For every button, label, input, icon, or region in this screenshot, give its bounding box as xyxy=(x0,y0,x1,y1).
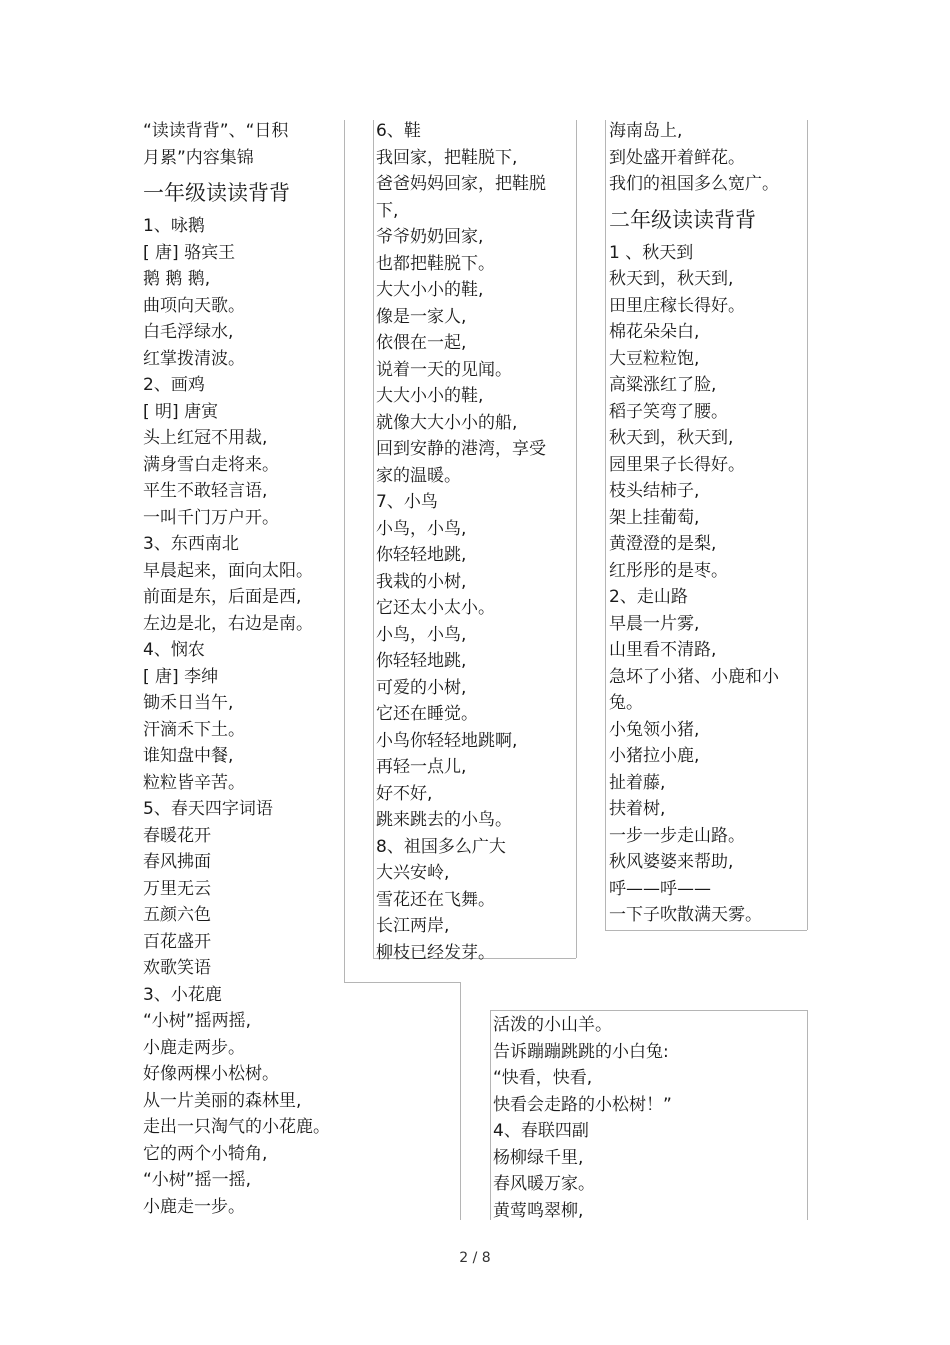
text-line: 早晨一片雾, xyxy=(609,613,700,634)
text-line: 小鹿走两步。 xyxy=(143,1037,245,1058)
text-column-3 xyxy=(609,118,805,929)
divider-col2-left xyxy=(373,120,374,958)
text-line: “小树”摇一摇, xyxy=(143,1170,252,1190)
text-line: 我们的祖国多么宽广。 xyxy=(609,174,779,194)
divider-col1-col2 xyxy=(344,120,345,982)
text-line: 山里看不清路, xyxy=(609,640,717,660)
text-line: 小兔领小猪, xyxy=(609,719,700,740)
text-line: 5、春天四字词语 xyxy=(143,799,273,819)
text-line: 园里果子长得好。 xyxy=(609,454,745,475)
text-line: 你轻轻地跳, xyxy=(376,651,467,671)
text-line: 白毛浮绿水, xyxy=(143,322,234,342)
text-line: 锄禾日当午, xyxy=(143,693,234,713)
text-line: [ 唐] 骆宾王 xyxy=(143,242,236,263)
text-line: 扯着藤, xyxy=(609,772,666,793)
text-line: 百花盛开 xyxy=(143,931,211,952)
text-line: 春暖花开 xyxy=(143,825,211,846)
divider-col2-right xyxy=(576,120,577,958)
text-line: 五颜六色 xyxy=(143,905,211,925)
text-line: 依偎在一起, xyxy=(376,333,467,353)
text-line: 早晨起来，面向太阳。 xyxy=(143,560,313,581)
text-line: 秋天到，秋天到, xyxy=(609,269,734,289)
text-line: 秋风婆婆来帮助, xyxy=(609,852,734,872)
text-line: 好像两棵小松树。 xyxy=(143,1064,279,1084)
text-line: 枝头结柿子, xyxy=(609,481,700,501)
text-line: 大豆粒粒饱, xyxy=(609,348,700,369)
text-line: 下, xyxy=(376,200,399,221)
text-line: 说着一天的见闻。 xyxy=(376,359,512,380)
text-line: 海南岛上, xyxy=(609,121,683,141)
text-line: 1 、秋天到 xyxy=(609,242,694,263)
divider-col4-right xyxy=(807,1010,808,1220)
text-line: 小猪拉小鹿, xyxy=(609,746,700,766)
text-line: 3、小花鹿 xyxy=(143,984,222,1005)
divider-col3-left xyxy=(605,120,606,930)
text-line: 爷爷奶奶回家, xyxy=(376,227,484,247)
text-line: 兔。 xyxy=(609,693,643,713)
divider-col1-col4 xyxy=(460,982,461,1220)
divider-col4-top xyxy=(490,1010,807,1011)
text-line: [ 唐] 李绅 xyxy=(143,666,219,687)
text-line: 也都把鞋脱下。 xyxy=(376,253,495,274)
text-line: “读读背背”、“日积 xyxy=(143,121,289,141)
text-line: 回到安静的港湾，享受 xyxy=(376,439,546,459)
text-line: 汗滴禾下土。 xyxy=(143,719,245,740)
text-line: 小鸟，小鸟, xyxy=(376,624,467,645)
text-line: 2、走山路 xyxy=(609,587,688,607)
text-line: 黄莺鸣翠柳, xyxy=(493,1200,584,1221)
text-line: 它还太小太小。 xyxy=(376,598,495,618)
text-line: 可爱的小树, xyxy=(376,677,467,698)
text-line: 8、祖国多么广大 xyxy=(376,836,506,857)
text-line: 我栽的小树, xyxy=(376,571,467,592)
text-line: 到处盛开着鲜花。 xyxy=(609,147,745,168)
text-line: 6、鞋 xyxy=(376,121,421,141)
text-line: 春风拂面 xyxy=(143,852,211,872)
text-line: 田里庄稼长得好。 xyxy=(609,295,745,316)
text-line: [ 明] 唐寅 xyxy=(143,401,219,422)
divider-col2-bottom xyxy=(344,982,460,983)
text-line: 7、小鸟 xyxy=(376,492,438,512)
text-line: 告诉蹦蹦跳跳的小白兔: xyxy=(493,1041,669,1062)
text-line: 家的温暖。 xyxy=(376,465,461,486)
text-column-2 xyxy=(376,118,574,966)
text-line: 它还在睡觉。 xyxy=(376,704,478,724)
text-line: “小树”摇两摇, xyxy=(143,1011,252,1031)
divider-col3-right xyxy=(807,120,808,930)
text-line: 谁知盘中餐, xyxy=(143,746,234,766)
text-line: 走出一只淘气的小花鹿。 xyxy=(143,1117,330,1137)
text-line: 好不好, xyxy=(376,783,433,804)
text-line: 左边是北，右边是南。 xyxy=(143,613,313,634)
text-line: “快看，快看, xyxy=(493,1068,593,1088)
text-line: 就像大大小小的船, xyxy=(376,412,518,433)
text-line: 黄澄澄的是梨, xyxy=(609,534,717,554)
text-line: 再轻一点儿, xyxy=(376,757,467,777)
page-number: 2 / 8 xyxy=(459,1250,491,1266)
text-line: 一叫千门万户开。 xyxy=(143,507,279,528)
text-line: 红彤彤的是枣。 xyxy=(609,560,728,581)
text-line: 大大小小的鞋, xyxy=(376,386,484,406)
text-line: 我回家，把鞋脱下, xyxy=(376,147,518,168)
text-line: 你轻轻地跳, xyxy=(376,545,467,565)
section-heading: 一年级读读背背 xyxy=(143,181,290,205)
text-line: 扶着树, xyxy=(609,799,666,819)
text-line: 急坏了小猪、小鹿和小 xyxy=(609,666,779,687)
text-line: 满身雪白走将来。 xyxy=(143,454,279,475)
text-line: 架上挂葡萄, xyxy=(609,507,700,528)
text-line: 大兴安岭, xyxy=(376,863,450,883)
divider-col4-left xyxy=(490,1010,491,1220)
text-line: 欢歌笑语 xyxy=(143,958,211,978)
text-line: 小鹿走一步。 xyxy=(143,1196,245,1217)
text-line: 爸爸妈妈回家，把鞋脱 xyxy=(376,174,546,194)
text-line: 一下子吹散满天雾。 xyxy=(609,905,762,925)
text-line: 一步一步走山路。 xyxy=(609,825,745,846)
text-line: 呼——呼—— xyxy=(609,878,711,899)
section-heading: 二年级读读背背 xyxy=(609,207,756,232)
text-line: 小鸟，小鸟, xyxy=(376,518,467,539)
text-line: 曲项向天歌。 xyxy=(143,295,245,316)
text-line: 柳枝已经发芽。 xyxy=(376,942,495,963)
text-line: 它的两个小犄角, xyxy=(143,1143,268,1164)
text-line: 春风暖万家。 xyxy=(493,1174,595,1194)
text-column-4 xyxy=(493,1012,805,1224)
divider-col3-end xyxy=(605,930,807,931)
text-line: 雪花还在飞舞。 xyxy=(376,889,495,910)
text-line: 像是一家人, xyxy=(376,306,467,327)
text-line: 高粱涨红了脸, xyxy=(609,375,717,395)
text-line: 活泼的小山羊。 xyxy=(493,1015,612,1035)
text-line: 平生不敢轻言语, xyxy=(143,481,268,501)
text-line: 跳来跳去的小鸟。 xyxy=(376,810,512,830)
text-line: 红掌拨清波。 xyxy=(143,348,245,369)
text-line: 4、春联四副 xyxy=(493,1121,589,1141)
text-line: 头上红冠不用裁, xyxy=(143,428,268,448)
text-line: 长江两岸, xyxy=(376,916,450,936)
text-line: 快看会走路的小松树！” xyxy=(493,1094,672,1115)
text-line: 鹅 鹅 鹅, xyxy=(143,269,211,289)
text-line: 棉花朵朵白, xyxy=(609,322,700,342)
text-line: 3、东西南北 xyxy=(143,534,239,554)
text-line: 粒粒皆辛苦。 xyxy=(143,772,245,793)
text-line: 前面是东，后面是西, xyxy=(143,587,302,607)
text-line: 月累”内容集锦 xyxy=(143,147,254,168)
text-line: 杨柳绿千里, xyxy=(493,1147,584,1168)
text-line: 秋天到，秋天到, xyxy=(609,428,734,448)
text-line: 万里无云 xyxy=(143,878,211,899)
text-line: 小鸟你轻轻地跳啊, xyxy=(376,730,518,751)
text-column-1 xyxy=(143,118,343,1220)
text-line: 4、悯农 xyxy=(143,640,205,660)
text-line: 稻子笑弯了腰。 xyxy=(609,401,728,422)
text-line: 大大小小的鞋, xyxy=(376,280,484,300)
text-line: 从一片美丽的森林里, xyxy=(143,1090,302,1111)
text-line: 2、画鸡 xyxy=(143,375,205,395)
text-line: 1、咏鹅 xyxy=(143,216,205,236)
